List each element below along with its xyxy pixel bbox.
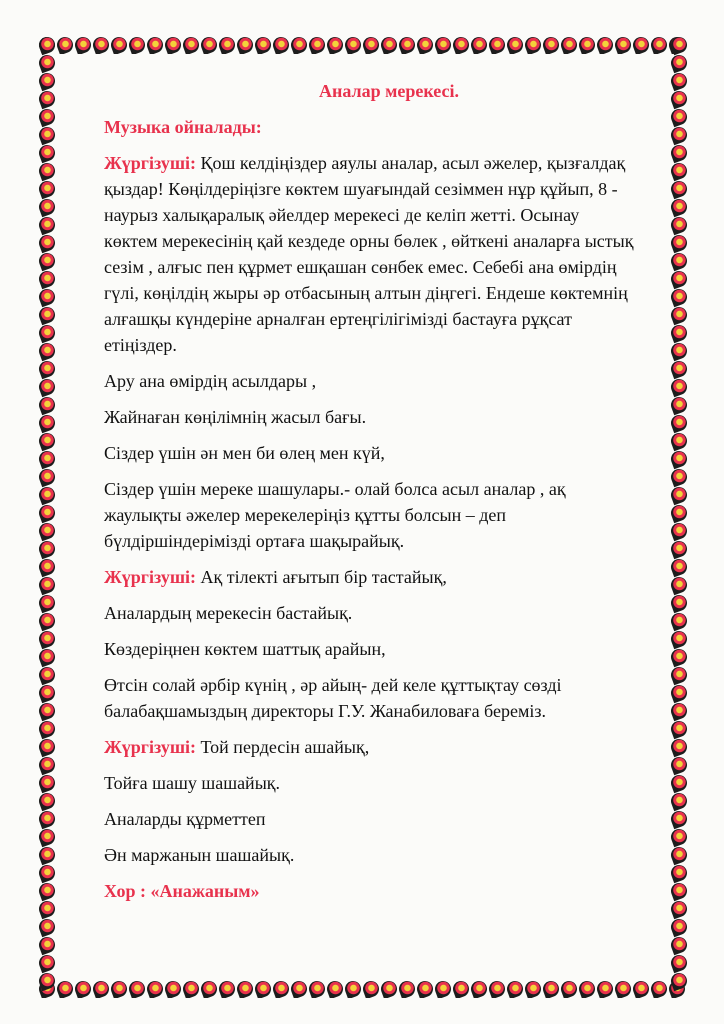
flower-icon <box>670 305 688 326</box>
flower-icon <box>670 539 688 560</box>
flower-icon <box>523 36 544 54</box>
flower-icon <box>487 36 508 54</box>
poem-line: Аналарды құрметтеп <box>104 809 266 829</box>
flower-icon <box>505 980 526 998</box>
flower-icon <box>670 323 688 344</box>
flower-icon <box>38 917 56 938</box>
flower-icon <box>38 251 56 272</box>
page-border-right <box>670 36 688 998</box>
flower-icon <box>38 341 56 362</box>
flower-icon <box>379 36 400 54</box>
flower-icon <box>670 377 688 398</box>
poem-line: Көздеріңнен көктем шаттық арайын, <box>104 639 386 659</box>
flower-icon <box>670 449 688 470</box>
poem-line: Тойға шашу шашайық. <box>104 773 281 793</box>
flower-icon <box>38 971 56 992</box>
flower-icon <box>415 980 436 998</box>
paragraph-second <box>104 564 634 590</box>
flower-icon <box>235 980 256 998</box>
flower-icon <box>38 449 56 470</box>
document-body <box>104 78 634 914</box>
flower-icon <box>631 36 652 54</box>
flower-icon <box>307 36 328 54</box>
flower-icon <box>38 323 56 344</box>
flower-icon <box>38 143 56 164</box>
flower-icon <box>469 980 490 998</box>
flower-icon <box>38 467 56 488</box>
flower-icon <box>670 611 688 632</box>
flower-icon <box>181 36 202 54</box>
flower-icon <box>73 980 94 998</box>
poem-line: Өтсін солай әрбір күнің , әр айың- дей келе құттықтау сөзді балабақшамыздың директоры Г.У. Жанабиловаға береміз. <box>104 675 562 721</box>
flower-icon <box>670 197 688 218</box>
flower-icon <box>433 36 454 54</box>
flower-icon <box>38 647 56 668</box>
flower-icon <box>55 980 76 998</box>
flower-icon <box>670 467 688 488</box>
flower-icon <box>613 980 634 998</box>
flower-icon <box>451 980 472 998</box>
flower-icon <box>38 539 56 560</box>
flower-icon <box>38 89 56 110</box>
flower-icon <box>253 36 274 54</box>
flower-icon <box>38 485 56 506</box>
flower-icon <box>38 197 56 218</box>
poem-line: Ән маржанын шашайық. <box>104 845 295 865</box>
flower-icon <box>613 36 634 54</box>
flower-icon <box>271 36 292 54</box>
flower-icon <box>670 107 688 128</box>
flower-icon <box>577 36 598 54</box>
flower-icon <box>38 359 56 380</box>
flower-icon <box>469 36 490 54</box>
flower-icon <box>670 36 688 55</box>
flower-icon <box>127 36 148 54</box>
flower-icon <box>631 980 652 998</box>
flower-icon <box>649 980 670 998</box>
flower-icon <box>38 395 56 416</box>
flower-icon <box>38 269 56 290</box>
flower-icon <box>199 36 220 54</box>
flower-icon <box>91 980 112 998</box>
flower-icon <box>38 629 56 650</box>
flower-icon <box>670 143 688 164</box>
speaker-label: Жүргізуші: <box>104 153 197 173</box>
flower-icon <box>38 503 56 524</box>
flower-icon <box>670 899 688 920</box>
flower-icon <box>670 71 688 92</box>
flower-icon <box>670 557 688 578</box>
flower-icon <box>38 161 56 182</box>
flower-icon <box>670 359 688 380</box>
flower-icon <box>38 53 56 74</box>
flower-icon <box>670 269 688 290</box>
flower-icon <box>109 36 130 54</box>
flower-icon <box>670 413 688 434</box>
flower-icon <box>670 935 688 956</box>
flower-icon <box>670 341 688 362</box>
flower-icon <box>253 980 274 998</box>
flower-icon <box>38 431 56 452</box>
flower-icon <box>38 215 56 236</box>
flower-icon <box>670 827 688 848</box>
flower-icon <box>670 629 688 650</box>
flower-icon <box>670 503 688 524</box>
flower-icon <box>670 773 688 794</box>
flower-icon <box>163 980 184 998</box>
flower-icon <box>670 845 688 866</box>
flower-icon <box>38 845 56 866</box>
poem-line: Аналардың мерекесін бастайық. <box>104 603 353 623</box>
flower-icon <box>289 980 310 998</box>
flower-icon <box>670 647 688 668</box>
flower-icon <box>38 683 56 704</box>
music-heading: Музыка ойналады: <box>104 117 262 137</box>
flower-icon <box>523 980 544 998</box>
flower-icon <box>38 179 56 200</box>
flower-icon <box>235 36 256 54</box>
flower-icon <box>670 521 688 542</box>
flower-icon <box>38 791 56 812</box>
flower-icon <box>670 881 688 902</box>
flower-icon <box>487 980 508 998</box>
flower-icon <box>670 665 688 686</box>
flower-icon <box>670 395 688 416</box>
flower-icon <box>595 980 616 998</box>
flower-icon <box>343 980 364 998</box>
flower-icon <box>38 107 56 128</box>
poem-line: Ару ана өмірдің асылдары , <box>104 371 317 391</box>
choir-heading: Хор : «Анажаным» <box>104 881 260 901</box>
flower-icon <box>433 980 454 998</box>
paragraph-text: Ақ тілекті ағытып бір тастайық, <box>196 567 447 587</box>
flower-icon <box>127 980 148 998</box>
flower-icon <box>38 611 56 632</box>
page-border-top <box>38 36 688 54</box>
flower-icon <box>670 575 688 596</box>
flower-icon <box>38 593 56 614</box>
flower-icon <box>325 36 346 54</box>
flower-icon <box>379 980 400 998</box>
speaker-label: Жүргізуші: <box>104 737 197 757</box>
flower-icon <box>217 36 238 54</box>
flower-icon <box>325 980 346 998</box>
flower-icon <box>343 36 364 54</box>
flower-icon <box>541 980 562 998</box>
flower-icon <box>38 773 56 794</box>
flower-icon <box>38 935 56 956</box>
flower-icon <box>38 827 56 848</box>
flower-icon <box>145 36 166 54</box>
paragraph-text: Қош келдіңіздер аяулы аналар, асыл әжелер, қызғалдақ қыздар! Көңілдеріңізге көктем шуағындай сезіммен нұр құйып, 8 - наурыз халықаралық әйелдер мерекесі де келіп жетті. Осынау көктем мерекесінің қай кездеде орны бөлек , өйткені аналарға ыстық сезім , алғыс пен құрмет ешқашан сөнбек емес. Себебі ана өмірдің гүлі, көңілдің жыры әр отбасының алтын діңгегі. Ендеше көктемнің алғашқы күндеріне арналған ертеңгілігімізді бастауға рұқсат етіңіздер. <box>104 153 634 355</box>
flower-icon <box>670 431 688 452</box>
flower-icon <box>670 125 688 146</box>
flower-icon <box>145 980 166 998</box>
flower-icon <box>38 809 56 830</box>
flower-icon <box>38 953 56 974</box>
flower-icon <box>361 980 382 998</box>
flower-icon <box>397 36 418 54</box>
flower-icon <box>38 377 56 398</box>
flower-icon <box>38 557 56 578</box>
flower-icon <box>38 899 56 920</box>
flower-icon <box>670 737 688 758</box>
flower-icon <box>397 980 418 998</box>
flower-icon <box>289 36 310 54</box>
flower-icon <box>109 980 130 998</box>
page-border-left <box>38 36 56 998</box>
flower-icon <box>38 755 56 776</box>
flower-icon <box>670 683 688 704</box>
flower-icon <box>670 701 688 722</box>
flower-icon <box>38 287 56 308</box>
flower-icon <box>670 719 688 740</box>
flower-icon <box>38 737 56 758</box>
flower-icon <box>38 233 56 254</box>
flower-icon <box>670 233 688 254</box>
flower-icon <box>559 36 580 54</box>
flower-icon <box>670 287 688 308</box>
flower-icon <box>38 521 56 542</box>
flower-icon <box>670 809 688 830</box>
flower-icon <box>670 971 688 992</box>
flower-icon <box>73 36 94 54</box>
flower-icon <box>670 251 688 272</box>
flower-icon <box>199 980 220 998</box>
poem-line: Сіздер үшін мереке шашулары.- олай болса асыл аналар , ақ жаулықты әжелер мерекелеріңіз құтты болсын – деп бүлдіршіндерімізді ортаға шақырайық. <box>104 479 566 551</box>
poem-line: Сіздер үшін ән мен би өлең мен күй, <box>104 443 385 463</box>
flower-icon <box>670 791 688 812</box>
flower-icon <box>505 36 526 54</box>
flower-icon <box>91 36 112 54</box>
flower-icon <box>38 575 56 596</box>
flower-icon <box>38 665 56 686</box>
page-border-bottom <box>38 980 688 998</box>
flower-icon <box>670 593 688 614</box>
flower-icon <box>181 980 202 998</box>
flower-icon <box>361 36 382 54</box>
flower-icon <box>415 36 436 54</box>
speaker-label: Жүргізуші: <box>104 567 197 587</box>
flower-icon <box>217 980 238 998</box>
flower-icon <box>38 125 56 146</box>
paragraph-text: Той пердесін ашайық, <box>196 737 370 757</box>
flower-icon <box>670 755 688 776</box>
page-title: Аналар мерекесі. <box>318 81 459 101</box>
flower-icon <box>38 305 56 326</box>
flower-icon <box>670 485 688 506</box>
flower-icon <box>670 215 688 236</box>
flower-icon <box>541 36 562 54</box>
flower-icon <box>670 917 688 938</box>
paragraph-third <box>104 734 634 760</box>
flower-icon <box>649 36 670 54</box>
flower-icon <box>670 953 688 974</box>
flower-icon <box>38 701 56 722</box>
flower-icon <box>38 71 56 92</box>
flower-icon <box>38 863 56 884</box>
flower-icon <box>307 980 328 998</box>
flower-icon <box>271 980 292 998</box>
paragraph-intro <box>104 150 634 358</box>
flower-icon <box>595 36 616 54</box>
flower-icon <box>670 53 688 74</box>
flower-icon <box>577 980 598 998</box>
flower-icon <box>670 89 688 110</box>
poem-line: Жайнаған көңілімнің жасыл бағы. <box>104 407 367 427</box>
flower-icon <box>38 719 56 740</box>
flower-icon <box>670 179 688 200</box>
flower-icon <box>559 980 580 998</box>
flower-icon <box>55 36 76 54</box>
flower-icon <box>670 161 688 182</box>
flower-icon <box>451 36 472 54</box>
flower-icon <box>163 36 184 54</box>
flower-icon <box>38 413 56 434</box>
flower-icon <box>670 863 688 884</box>
flower-icon <box>38 36 56 55</box>
flower-icon <box>38 881 56 902</box>
